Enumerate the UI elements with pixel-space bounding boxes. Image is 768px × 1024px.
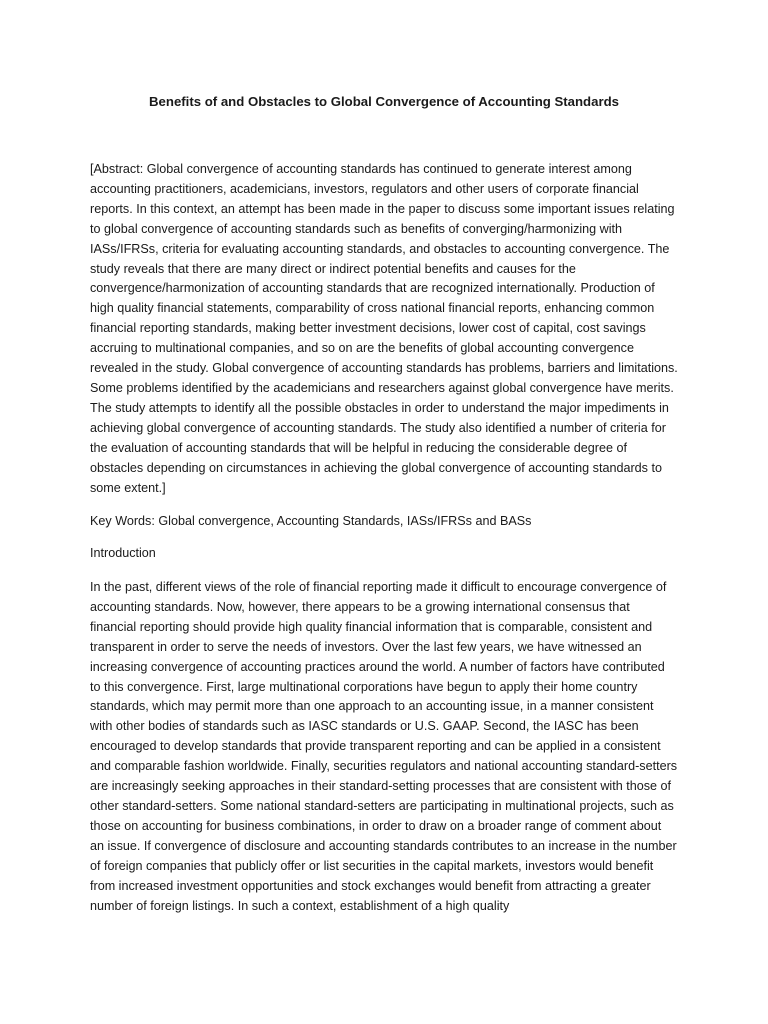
- introduction-heading: Introduction: [90, 546, 156, 560]
- introduction-paragraph: In the past, different views of the role of financial reporting made it difficult to encourage convergence of accounting standards. Now, however, there appears to be a growing international consensus that financial reporting should provide high quality financial information that is comparable, consistent and transparent in order to serve the needs of investors. Over the last few years, we have witnessed an increasing convergence of accounting practices around the world. A number of factors have contributed to this convergence. First, large multinational corporations have begun to apply their home country standards, which may permit more than one approach to an accounting issue, in a manner consistent with other bodies of standards such as IASC standards or U.S. GAAP. Second, the IASC has been encouraged to develop standards that provide transparent reporting and can be applied in a consistent and comparable fashion worldwide. Finally, securities regulators and national accounting standard-setters are increasingly seeking approaches in their standard-setting processes that are consistent with those of other standard-setters. Some national standard-setters are participating in multinational projects, such as those on accounting for business combinations, in order to draw on a broader range of comment about an issue. If convergence of disclosure and accounting standards contributes to an increase in the number of foreign companies that publicly offer or list securities in the capital markets, investors would benefit from increased investment opportunities and stock exchanges would benefit from attracting a greater number of foreign listings. In such a context, establishment of a high quality: [90, 580, 678, 913]
- document-title: Benefits of and Obstacles to Global Convergence of Accounting Standards: [149, 94, 619, 109]
- abstract-paragraph: [Abstract: Global convergence of accounting standards has continued to generate interest among accounting practitioners, academicians, investors, regulators and other users of corporate financial reports. In this context, an attempt has been made in the paper to discuss some important issues relating to global convergence of accounting standards such as benefits of converging/harmonizing with IASs/IFRSs, criteria for evaluating accounting standards, and obstacles to accounting convergence. The study reveals that there are many direct or indirect potential benefits and causes for the convergence/harmonization of accounting standards that are recognized internationally. Production of high quality financial statements, comparability of cross national financial reports, enhancing common financial reporting standards, making better investment decisions, lower cost of capital, cost savings accruing to multinational companies, and so on are the benefits of global accounting convergence revealed in the study. Global convergence of accounting standards has problems, barriers and limitations. Some problems identified by the academicians and researchers against global convergence have merits. The study attempts to identify all the possible obstacles in order to understand the major impediments in achieving global convergence of accounting standards. The study also identified a number of criteria for the evaluation of accounting standards that will be helpful in reducing the considerable degree of obstacles depending on circumstances in achieving the global convergence of accounting standards to some extent.]: [90, 162, 678, 495]
- keywords-line: Key Words: Global convergence, Accounting Standards, IASs/IFRSs and BASs: [90, 514, 532, 528]
